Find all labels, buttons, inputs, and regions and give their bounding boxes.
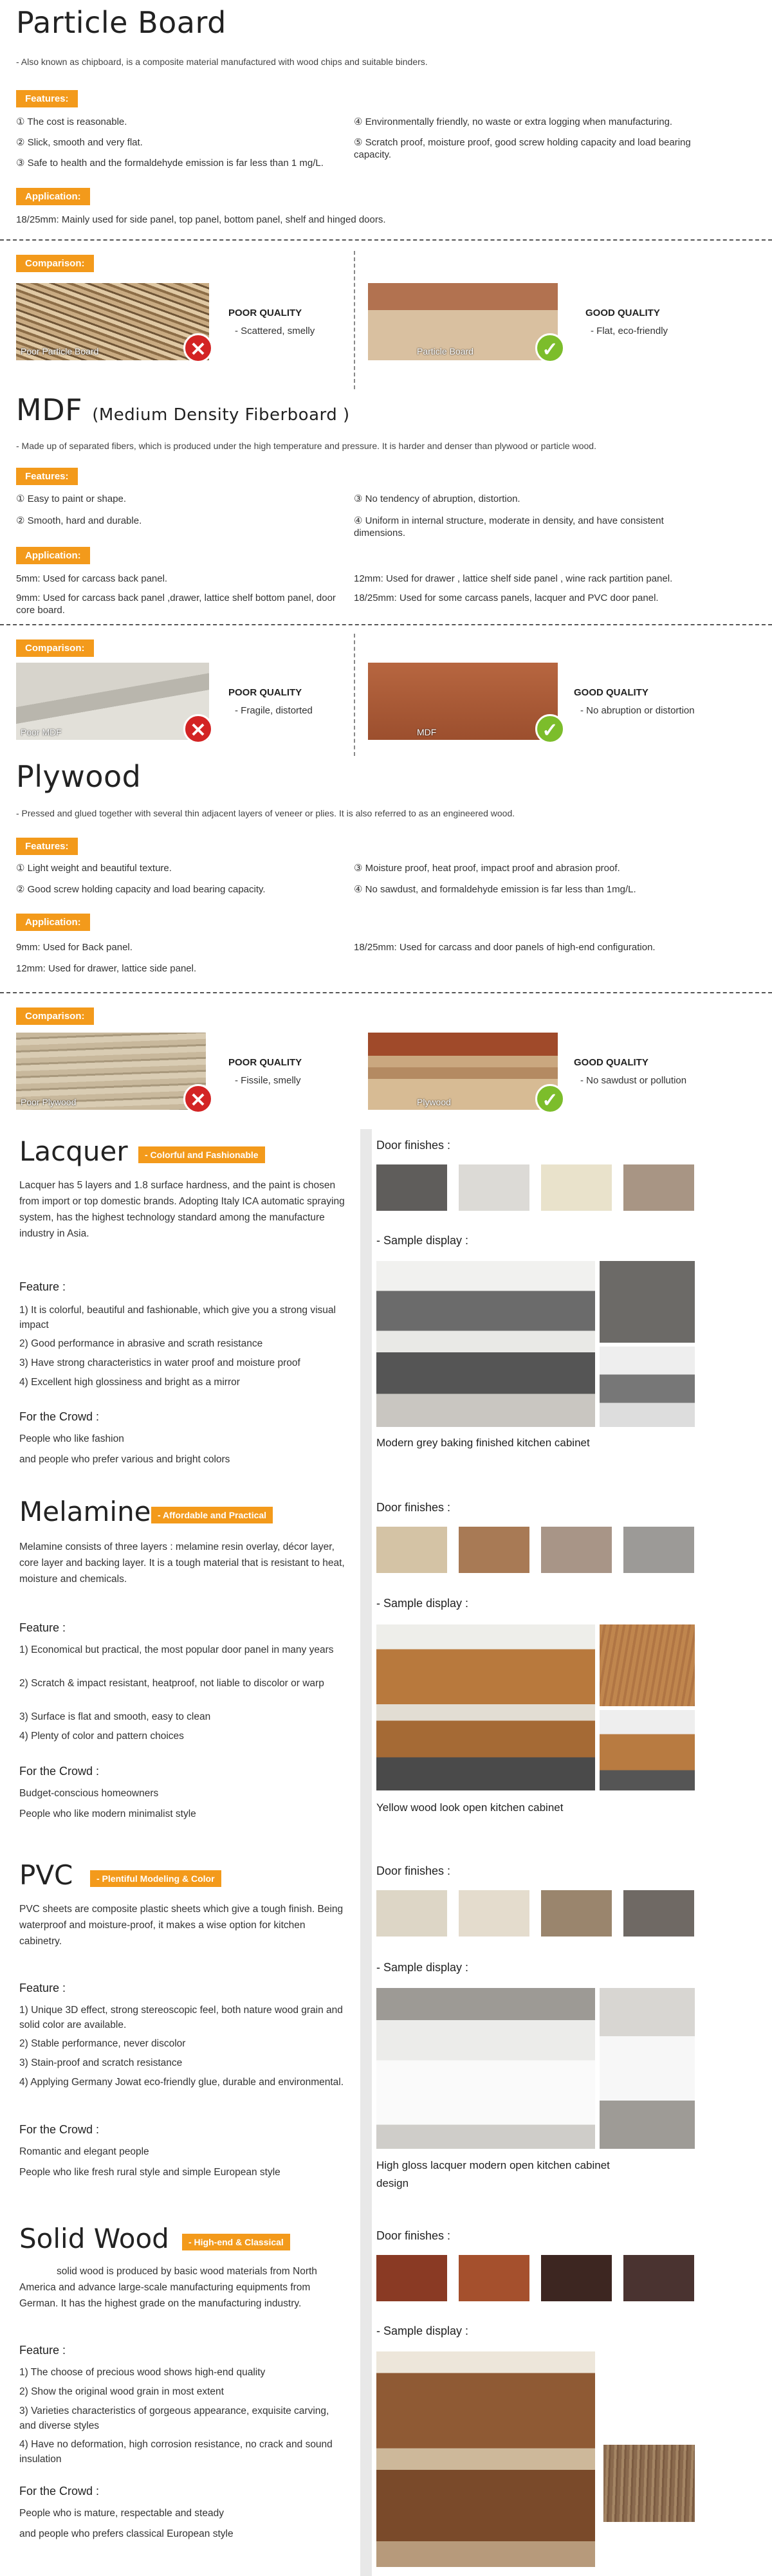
check-icon: ✓ — [535, 1084, 565, 1114]
melamine-detail-photo — [600, 1624, 695, 1706]
plywood-feature-4: ④ No sawdust, and formaldehyde emission is far less than 1mg/L. — [354, 884, 636, 895]
particle-feature-2: ② Slick, smooth and very flat. — [16, 137, 143, 148]
particle-comparison-label: Comparison: — [16, 255, 94, 272]
solid-wood-sample-label: - Sample display : — [376, 2324, 469, 2337]
melamine-sample-label: - Sample display : — [376, 1597, 469, 1610]
solid-wood-kitchen-photo — [376, 2351, 595, 2567]
lacquer-detail-photo — [600, 1347, 695, 1427]
plywood-application-1: 9mm: Used for Back panel. — [16, 942, 133, 953]
lacquer-crowd-label: For the Crowd : — [19, 1410, 100, 1423]
lacquer-feature-3: 3) Have strong characteristics in water proof and moisture proof — [19, 1357, 300, 1368]
solid-wood-feature-2: 2) Show the original wood grain in most extent — [19, 2386, 224, 2397]
melamine-kitchen-photo — [376, 1624, 595, 1790]
mdf-application-1: 5mm: Used for carcass back panel. — [16, 573, 168, 584]
mdf-title: MDF (Medium Density Fiberboard ) — [16, 392, 350, 427]
particle-feature-4: ④ Environmentally friendly, no waste or extra logging when manufacturing. — [354, 116, 673, 127]
solid-wood-feature-1: 1) The choose of precious wood shows high-end quality — [19, 2367, 266, 2378]
mdf-feature-2: ② Smooth, hard and durable. — [16, 515, 142, 526]
good-quality-desc: - Flat, eco-friendly — [591, 326, 668, 336]
pvc-feature-4: 4) Applying Germany Jowat eco-friendly glue, durable and environmental. — [19, 2077, 344, 2088]
door-finish-swatch — [459, 2255, 529, 2301]
plywood-desc: - Pressed and glued together with several thin adjacent layers of veneer or plies. It is also referred to as an engineered wood. — [16, 808, 515, 818]
lacquer-tag: - Colorful and Fashionable — [138, 1146, 265, 1163]
particle-application-label: Application: — [16, 188, 90, 205]
particle-features-label: Features: — [16, 90, 78, 107]
plywood-feature-1: ① Light weight and beautiful texture. — [16, 863, 172, 874]
pvc-feature-2: 2) Stable performance, never discolor — [19, 2038, 186, 2049]
good-plywood-image — [368, 1033, 558, 1110]
good-quality-desc: - No abruption or distortion — [580, 705, 695, 716]
pvc-crowd-2: People who like fresh rural style and simple European style — [19, 2167, 280, 2178]
door-finish-swatch — [376, 1527, 447, 1573]
pvc-door-label: Door finishes : — [376, 1864, 451, 1877]
lacquer-kitchen-photo — [376, 1261, 595, 1427]
x-icon: ✕ — [183, 1084, 213, 1114]
melamine-crowd-1: Budget-conscious homeowners — [19, 1788, 159, 1799]
melamine-title: Melamine — [19, 1496, 151, 1527]
lacquer-sample-label: - Sample display : — [376, 1234, 469, 1247]
melamine-feature-4: 4) Plenty of color and pattern choices — [19, 1731, 184, 1742]
pvc-tag: - Plentiful Modeling & Color — [90, 1870, 221, 1887]
door-finish-swatch — [376, 2255, 447, 2301]
good-quality-title: GOOD QUALITY — [574, 1057, 648, 1068]
particle-title: Particle Board — [16, 5, 226, 40]
plywood-comparison-label: Comparison: — [16, 1007, 94, 1025]
melamine-feature-2: 2) Scratch & impact resistant, heatproof, not liable to discolor or warp — [19, 1678, 324, 1689]
mdf-application-3: 12mm: Used for drawer , lattice shelf side panel , wine rack partition panel. — [354, 573, 673, 584]
melamine-door-label: Door finishes : — [376, 1501, 451, 1514]
good-mdf-image — [368, 663, 558, 740]
lacquer-caption: Modern grey baking finished kitchen cabinet — [376, 1437, 590, 1449]
door-finish-swatch — [376, 1890, 447, 1937]
melamine-feature-label: Feature : — [19, 1621, 66, 1634]
solid-wood-title: Solid Wood — [19, 2223, 169, 2254]
lacquer-crowd-1: People who like fashion — [19, 1433, 124, 1444]
mdf-desc: - Made up of separated fibers, which is produced under the high temperature and pressure. It is harder and denser than plywood or particle wood. — [16, 441, 596, 451]
solid-wood-desc: solid wood is produced by basic wood materials from North America and advance large-scale manufacturing equipments from German. It has the highest grade on the manufacturing industry. — [19, 2266, 317, 2309]
mdf-feature-1: ① Easy to paint or shape. — [16, 493, 127, 504]
particle-feature-5: ⑤ Scratch proof, moisture proof, good screw holding capacity and load bearing capacity. — [354, 137, 691, 160]
pvc-title: PVC — [19, 1859, 73, 1891]
melamine-feature-1: 1) Economical but practical, the most popular door panel in many years — [19, 1644, 334, 1655]
x-icon: ✕ — [183, 714, 213, 744]
solid-wood-feature-label: Feature : — [19, 2344, 66, 2357]
poor-quality-desc: - Fissile, smelly — [235, 1075, 301, 1086]
melamine-caption: Yellow wood look open kitchen cabinet — [376, 1801, 564, 1814]
melamine-desc: Melamine consists of three layers : melamine resin overlay, décor layer, core layer and backing layer. It is a tough material that is resistant to heat, moisture and chemicals. — [19, 1541, 345, 1585]
good-caption: Particle Board — [417, 346, 473, 356]
door-finish-swatch — [623, 2255, 694, 2301]
particle-desc: - Also known as chipboard, is a composite material manufactured with wood chips and suitable binders. — [16, 57, 428, 67]
door-finish-swatch — [459, 1890, 529, 1937]
door-finish-swatch — [541, 1164, 612, 1211]
particle-feature-1: ① The cost is reasonable. — [16, 116, 127, 127]
plywood-feature-3: ③ Moisture proof, heat proof, impact proof and abrasion proof. — [354, 863, 620, 874]
door-finish-swatch — [541, 2255, 612, 2301]
solid-wood-crowd-label: For the Crowd : — [19, 2485, 100, 2498]
mdf-application-2: 9mm: Used for carcass back panel ,drawer, lattice shelf bottom panel, door core board. — [16, 593, 336, 616]
mdf-feature-4: ④ Uniform in internal structure, moderate in density, and have consistent dimensions. — [354, 515, 664, 538]
pvc-sample-label: - Sample display : — [376, 1961, 469, 1974]
poor-quality-desc: - Fragile, distorted — [235, 705, 313, 716]
plywood-application-3: 18/25mm: Used for carcass and door panels of high-end configuration. — [354, 942, 656, 953]
check-icon: ✓ — [535, 333, 565, 363]
divider — [0, 624, 772, 625]
solid-wood-tag: - High-end & Classical — [182, 2234, 290, 2250]
door-finish-swatch — [623, 1164, 694, 1211]
solid-wood-feature-3: 3) Varieties characteristics of gorgeous appearance, exquisite carving, and diverse styles — [19, 2406, 329, 2431]
particle-application-1: 18/25mm: Mainly used for side panel, top panel, bottom panel, shelf and hinged doors. — [16, 214, 386, 225]
lacquer-feature-1: 1) It is colorful, beautiful and fashionable, which give you a strong visual impact — [19, 1305, 336, 1330]
lacquer-door-label: Door finishes : — [376, 1139, 451, 1152]
good-quality-title: GOOD QUALITY — [574, 687, 648, 698]
mdf-application-4: 18/25mm: Used for some carcass panels, lacquer and PVC door panel. — [354, 593, 659, 603]
melamine-crowd-2: People who like modern minimalist style — [19, 1808, 196, 1819]
door-finish-swatch — [541, 1527, 612, 1573]
solid-wood-crowd-1: People who is mature, respectable and steady — [19, 2508, 224, 2519]
lacquer-title: Lacquer — [19, 1136, 128, 1167]
plywood-application-label: Application: — [16, 914, 90, 931]
poor-quality-desc: - Scattered, smelly — [235, 326, 315, 336]
plywood-features-label: Features: — [16, 838, 78, 855]
mdf-feature-3: ③ No tendency of abruption, distortion. — [354, 493, 520, 504]
door-finish-swatch — [623, 1527, 694, 1573]
melamine-detail-photo — [600, 1710, 695, 1790]
plywood-application-2: 12mm: Used for drawer, lattice side panel. — [16, 963, 197, 974]
mdf-features-label: Features: — [16, 468, 78, 485]
lacquer-feature-2: 2) Good performance in abrasive and scrath resistance — [19, 1338, 263, 1349]
pvc-feature-1: 1) Unique 3D effect, strong stereoscopic feel, both nature wood grain and solid color are available. — [19, 2005, 343, 2030]
good-quality-desc: - No sawdust or pollution — [580, 1075, 687, 1086]
good-quality-title: GOOD QUALITY — [585, 308, 660, 318]
poor-caption: Poor MDF — [21, 727, 62, 737]
pvc-feature-label: Feature : — [19, 1982, 66, 1994]
poor-caption: Poor Particle Board — [21, 346, 99, 356]
solid-wood-feature-4: 4) Have no deformation, high corrosion resistance, no crack and sound insulation — [19, 2439, 333, 2465]
divider — [354, 634, 355, 756]
poor-quality-title: POOR QUALITY — [228, 687, 302, 698]
solid-wood-crowd-2: and people who prefers classical European style — [19, 2528, 234, 2539]
lacquer-desc: Lacquer has 5 layers and 1.8 surface hardness, and the paint is chosen from import or top domestic brands. Adopting Italy ICA automatic spraying system, has the highest technology standard among the manufacture industry in Asia. — [19, 1180, 345, 1239]
pvc-kitchen-photo — [376, 1988, 595, 2149]
melamine-tag: - Affordable and Practical — [151, 1507, 273, 1523]
poor-quality-title: POOR QUALITY — [228, 308, 302, 318]
door-finish-swatch — [623, 1890, 694, 1937]
pvc-desc: PVC sheets are composite plastic sheets which give a tough finish. Being waterproof and moisture-proof, it makes a wise option for kitchen cabinetry. — [19, 1904, 344, 1947]
divider — [0, 992, 772, 993]
pvc-crowd-label: For the Crowd : — [19, 2123, 100, 2136]
melamine-feature-3: 3) Surface is flat and smooth, easy to clean — [19, 1711, 211, 1722]
x-icon: ✕ — [183, 333, 213, 363]
lacquer-feature-label: Feature : — [19, 1280, 66, 1293]
good-caption: Plywood — [417, 1097, 451, 1107]
poor-quality-title: POOR QUALITY — [228, 1057, 302, 1068]
check-icon: ✓ — [535, 714, 565, 744]
good-caption: MDF — [417, 727, 437, 737]
door-finish-swatch — [541, 1890, 612, 1937]
solid-wood-door-label: Door finishes : — [376, 2229, 451, 2242]
pvc-caption: High gloss lacquer modern open kitchen cabinet design — [376, 2159, 610, 2189]
pvc-feature-3: 3) Stain-proof and scratch resistance — [19, 2057, 183, 2068]
door-finish-swatch — [376, 1164, 447, 1211]
melamine-crowd-label: For the Crowd : — [19, 1765, 100, 1778]
lacquer-detail-photo — [600, 1261, 695, 1343]
plywood-feature-2: ② Good screw holding capacity and load bearing capacity. — [16, 884, 266, 895]
mdf-application-label: Application: — [16, 547, 90, 564]
particle-feature-3: ③ Safe to health and the formaldehyde emission is far less than 1 mg/L. — [16, 158, 324, 169]
pvc-crowd-1: Romantic and elegant people — [19, 2146, 149, 2157]
door-finish-swatch — [459, 1527, 529, 1573]
door-finish-swatch — [459, 1164, 529, 1211]
poor-caption: Poor Plywood — [21, 1097, 77, 1107]
pvc-detail-photo — [600, 1988, 695, 2149]
divider — [354, 251, 355, 389]
plywood-title: Plywood — [16, 759, 142, 794]
solid-wood-detail-photo — [603, 2445, 695, 2522]
divider — [0, 239, 772, 241]
lacquer-crowd-2: and people who prefer various and bright colors — [19, 1454, 230, 1465]
mdf-comparison-label: Comparison: — [16, 639, 94, 657]
section-sidebar — [360, 1129, 372, 2576]
lacquer-feature-4: 4) Excellent high glossiness and bright as a mirror — [19, 1377, 240, 1388]
